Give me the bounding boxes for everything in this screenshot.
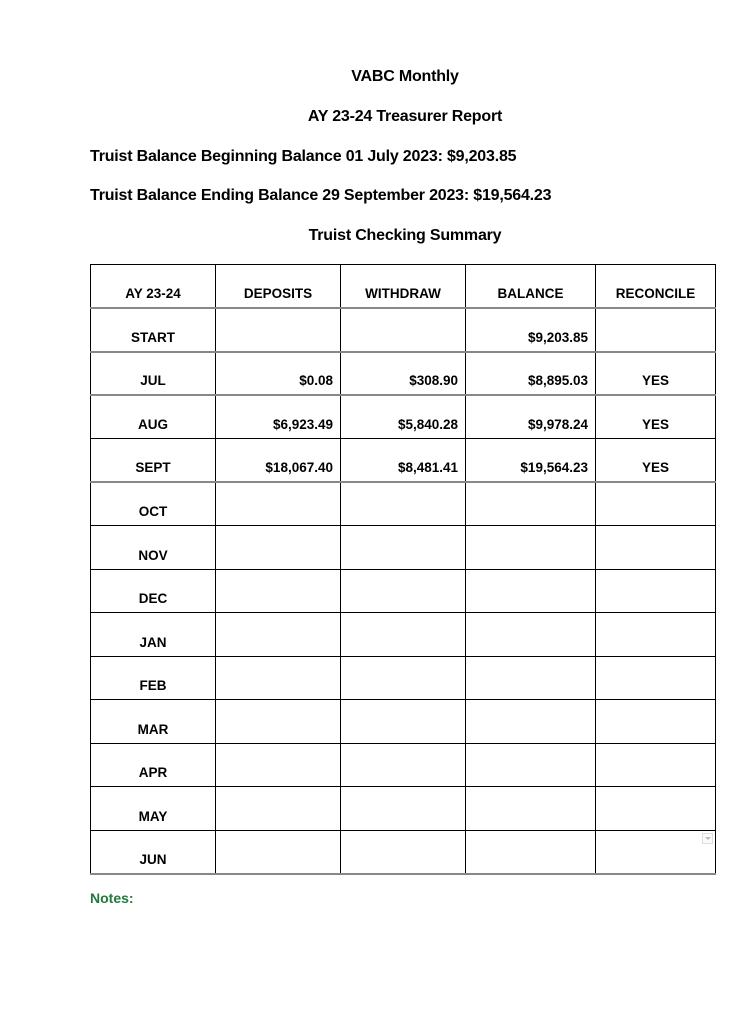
cell-deposits[interactable]: $0.08 — [216, 352, 341, 396]
cell-balance[interactable] — [466, 656, 596, 700]
column-header-balance: BALANCE — [466, 265, 596, 309]
cell-period[interactable]: NOV — [91, 526, 216, 570]
cell-deposits[interactable] — [216, 482, 341, 526]
table-header-row — [91, 265, 716, 309]
cell-deposits[interactable] — [216, 743, 341, 787]
cell-reconcile[interactable] — [596, 830, 716, 874]
cell-balance[interactable] — [466, 526, 596, 570]
cell-deposits[interactable] — [216, 569, 341, 613]
table-row — [91, 700, 716, 744]
ending-balance: Truist Balance Ending Balance 29 September 2023: $19,564.23 — [90, 187, 552, 204]
cell-balance[interactable]: $8,895.03 — [466, 352, 596, 396]
cell-period[interactable]: APR — [91, 743, 216, 787]
cell-period[interactable]: JUL — [91, 352, 216, 396]
cell-withdraw[interactable] — [341, 787, 466, 831]
cell-withdraw[interactable] — [341, 308, 466, 352]
table-row — [91, 482, 716, 526]
cell-deposits[interactable]: $6,923.49 — [216, 395, 341, 439]
cell-deposits[interactable] — [216, 308, 341, 352]
cell-withdraw[interactable] — [341, 656, 466, 700]
cell-balance[interactable] — [466, 613, 596, 657]
table-row — [91, 656, 716, 700]
report-subtitle: AY 23-24 Treasurer Report — [307, 108, 503, 125]
notes-label: Notes: — [90, 890, 134, 906]
column-header-deposits: DEPOSITS — [216, 265, 341, 309]
cell-balance[interactable] — [466, 569, 596, 613]
cell-period[interactable]: AUG — [91, 395, 216, 439]
cell-balance[interactable] — [466, 482, 596, 526]
table-row — [91, 787, 716, 831]
cell-reconcile[interactable] — [596, 700, 716, 744]
cell-reconcile[interactable] — [596, 482, 716, 526]
cell-period[interactable]: MAY — [91, 787, 216, 831]
cell-reconcile[interactable] — [596, 308, 716, 352]
chevron-down-icon[interactable] — [702, 833, 713, 844]
cell-withdraw[interactable] — [341, 830, 466, 874]
cell-reconcile[interactable] — [596, 569, 716, 613]
cell-balance[interactable]: $19,564.23 — [466, 439, 596, 483]
cell-balance[interactable] — [466, 830, 596, 874]
cell-balance[interactable] — [466, 787, 596, 831]
table-row — [91, 569, 716, 613]
cell-deposits[interactable] — [216, 613, 341, 657]
cell-reconcile[interactable] — [596, 743, 716, 787]
cell-withdraw[interactable]: $308.90 — [341, 352, 466, 396]
table-row — [91, 395, 716, 439]
cell-balance[interactable]: $9,203.85 — [466, 308, 596, 352]
table-row — [91, 743, 716, 787]
cell-period[interactable]: SEPT — [91, 439, 216, 483]
cell-deposits[interactable] — [216, 830, 341, 874]
cell-period[interactable]: DEC — [91, 569, 216, 613]
cell-reconcile[interactable]: YES — [596, 352, 716, 396]
cell-period[interactable]: START — [91, 308, 216, 352]
cell-deposits[interactable] — [216, 787, 341, 831]
cell-reconcile[interactable] — [596, 787, 716, 831]
cell-deposits[interactable] — [216, 526, 341, 570]
report-title: VABC Monthly — [351, 68, 459, 85]
cell-reconcile[interactable] — [596, 526, 716, 570]
table-row — [91, 439, 716, 483]
cell-deposits[interactable]: $18,067.40 — [216, 439, 341, 483]
cell-reconcile[interactable] — [596, 613, 716, 657]
cell-balance[interactable] — [466, 743, 596, 787]
cell-period[interactable]: JAN — [91, 613, 216, 657]
cell-period[interactable]: OCT — [91, 482, 216, 526]
cell-reconcile[interactable]: YES — [596, 395, 716, 439]
column-header-withdraw: WITHDRAW — [341, 265, 466, 309]
cell-withdraw[interactable] — [341, 700, 466, 744]
cell-withdraw[interactable] — [341, 613, 466, 657]
cell-deposits[interactable] — [216, 700, 341, 744]
table-row — [91, 830, 716, 874]
cell-period[interactable]: JUN — [91, 830, 216, 874]
table-row — [91, 308, 716, 352]
column-header-reconcile: RECONCILE — [596, 265, 716, 309]
cell-withdraw[interactable] — [341, 482, 466, 526]
cell-withdraw[interactable] — [341, 526, 466, 570]
summary-title: Truist Checking Summary — [308, 227, 502, 244]
cell-deposits[interactable] — [216, 656, 341, 700]
beginning-balance: Truist Balance Beginning Balance 01 July 2023: $9,203.85 — [90, 148, 517, 165]
cell-withdraw[interactable] — [341, 569, 466, 613]
table-row — [91, 352, 716, 396]
cell-withdraw[interactable] — [341, 743, 466, 787]
cell-reconcile[interactable] — [596, 656, 716, 700]
cell-balance[interactable]: $9,978.24 — [466, 395, 596, 439]
table-row — [91, 613, 716, 657]
table-row — [91, 526, 716, 570]
cell-period[interactable]: MAR — [91, 700, 216, 744]
checking-summary-table — [90, 264, 716, 875]
cell-balance[interactable] — [466, 700, 596, 744]
cell-reconcile[interactable]: YES — [596, 439, 716, 483]
cell-withdraw[interactable]: $5,840.28 — [341, 395, 466, 439]
column-header-period: AY 23-24 — [91, 265, 216, 309]
cell-withdraw[interactable]: $8,481.41 — [341, 439, 466, 483]
cell-period[interactable]: FEB — [91, 656, 216, 700]
